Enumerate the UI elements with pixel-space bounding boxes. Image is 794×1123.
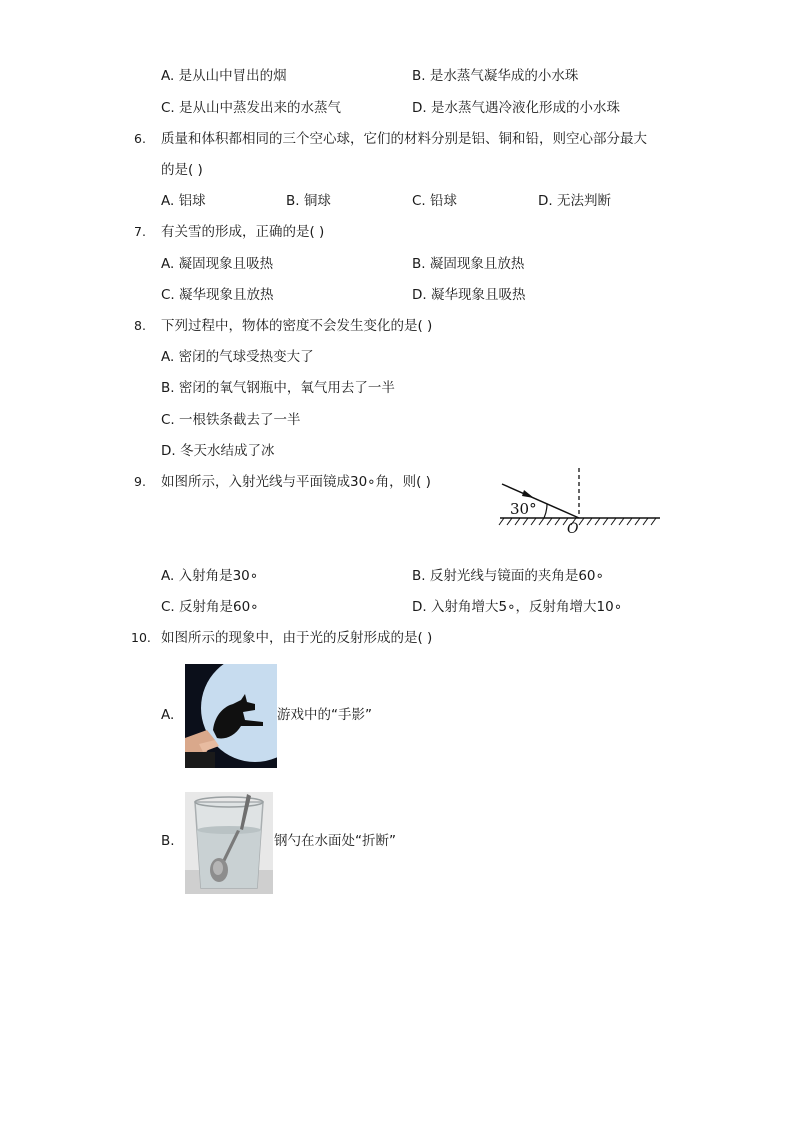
q6-option-d: D. 无法判断 — [538, 193, 611, 209]
angle-arc — [544, 504, 547, 518]
q10-option-a-caption: 游戏中的“手影” — [277, 707, 372, 723]
q8-stem: 下列过程中，物体的密度不会发生变化的是( ) — [161, 318, 433, 334]
q6-stem-line2: 的是( ) — [161, 162, 203, 178]
q8-option-d: D. 冬天水结成了冰 — [161, 443, 275, 459]
q7-number: 7. — [134, 224, 146, 239]
q6-number: 6. — [134, 131, 146, 146]
q9-option-b: B. 反射光线与镜面的夹角是60∘ — [412, 568, 604, 584]
q10-option-b-letter: B. — [161, 833, 175, 849]
q7-option-a: A. 凝固现象且吸热 — [161, 256, 274, 272]
q7-stem: 有关雪的形成，正确的是( ) — [161, 224, 325, 240]
q8-option-b: B. 密闭的氧气钢瓶中，氧气用去了一半 — [161, 380, 395, 396]
q9-number: 9. — [134, 474, 146, 489]
q10-number: 10. — [131, 630, 151, 645]
q6-option-c: C. 铅球 — [412, 193, 458, 209]
q9-option-c: C. 反射角是60∘ — [161, 599, 259, 615]
q7-option-b: B. 凝固现象且放热 — [412, 256, 525, 272]
q8-option-a: A. 密闭的气球受热变大了 — [161, 349, 314, 365]
point-o-label: O — [567, 521, 579, 536]
hand-shadow-photo — [185, 664, 277, 768]
q9-option-a: A. 入射角是30∘ — [161, 568, 259, 584]
q10-stem: 如图所示的现象中，由于光的反射形成的是( ) — [161, 630, 433, 646]
angle-label: 30° — [510, 500, 537, 518]
q7-option-d: D. 凝华现象且吸热 — [412, 287, 526, 303]
spoon-in-glass-photo — [185, 792, 273, 894]
q5-option-b: B. 是水蒸气凝华成的小水珠 — [412, 68, 579, 84]
q10-option-b-caption: 钢勺在水面处“折断” — [274, 833, 396, 849]
q6-option-b: B. 铜球 — [286, 193, 331, 209]
q9-option-d: D. 入射角增大5∘，反射角增大10∘ — [412, 599, 623, 615]
q6-option-a: A. 铝球 — [161, 193, 206, 209]
q6-stem-line1: 质量和体积都相同的三个空心球，它们的材料分别是铝、铜和铅，则空心部分最大 — [161, 131, 647, 147]
mirror-reflection-diagram — [496, 466, 664, 536]
incident-ray-arrow — [522, 490, 534, 498]
q10-option-a-letter: A. — [161, 707, 175, 723]
q5-option-c: C. 是从山中蒸发出来的水蒸气 — [161, 100, 342, 116]
q8-option-c: C. 一根铁条截去了一半 — [161, 412, 301, 428]
q5-option-a: A. 是从山中冒出的烟 — [161, 68, 287, 84]
q8-number: 8. — [134, 318, 146, 333]
q7-option-c: C. 凝华现象且放热 — [161, 287, 274, 303]
q9-stem: 如图所示，入射光线与平面镜成30∘角，则( ) — [161, 474, 431, 490]
q5-option-d: D. 是水蒸气遇冷液化形成的小水珠 — [412, 100, 620, 116]
